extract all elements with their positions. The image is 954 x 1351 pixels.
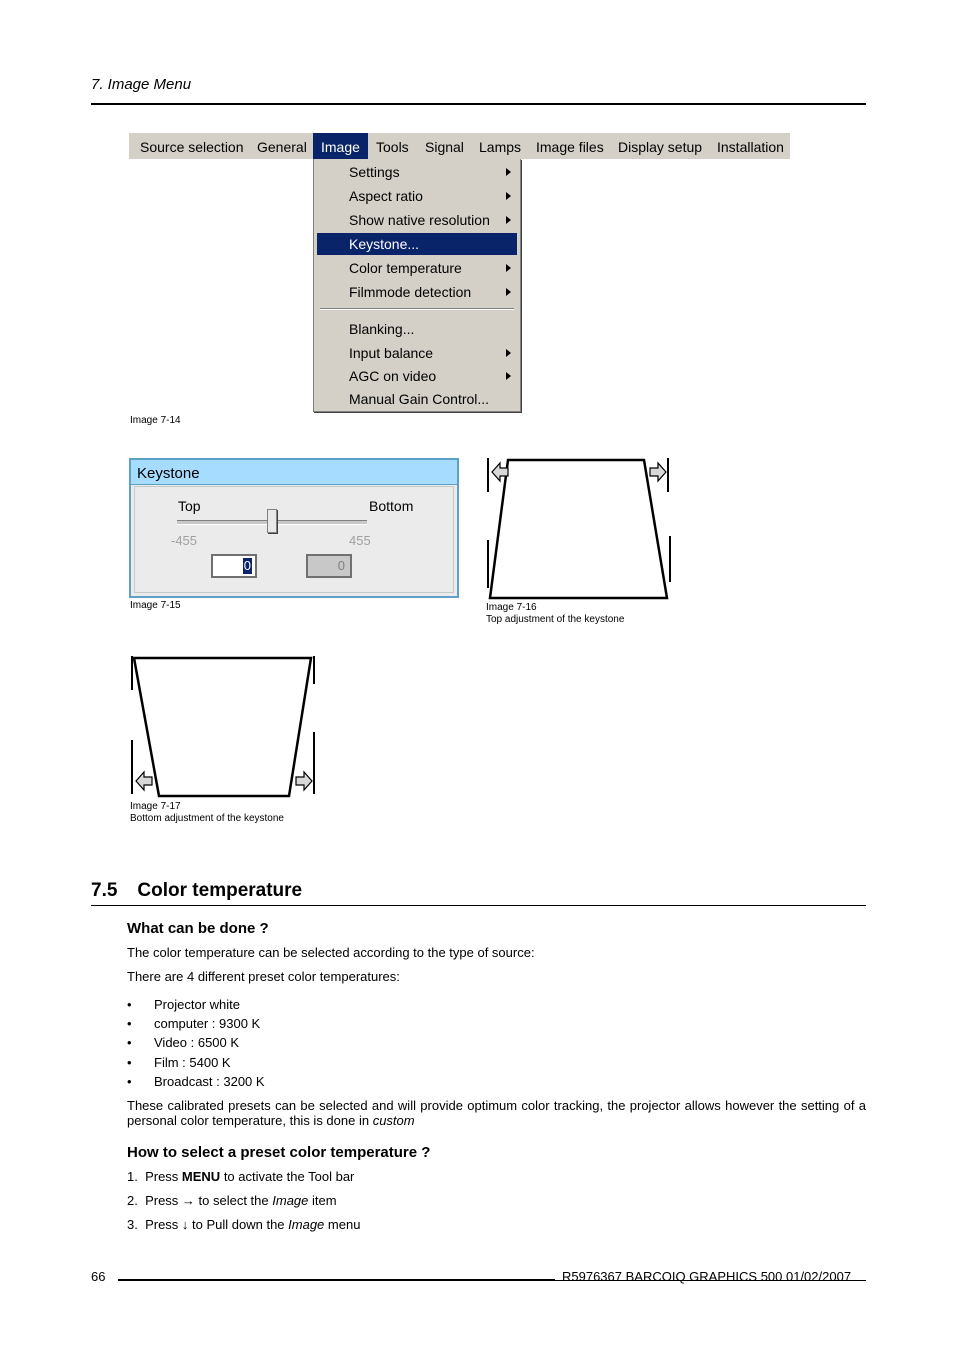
caption-text: Top adjustment of the keystone [486,614,625,625]
submenu-arrow-icon [506,192,511,200]
keystone-bottom-trapezoid [134,658,311,796]
submenu-arrow-icon [506,168,511,176]
subheading-how-to-select: How to select a preset color temperature ? [127,1144,431,1161]
subheading-what-can-be-done: What can be done ? [127,920,269,937]
arrow-left-icon [136,772,152,790]
menu-tools[interactable]: Tools [376,139,409,155]
dropdown-item-label: Show native resolution [349,212,490,228]
menu-display-setup[interactable]: Display setup [618,139,703,155]
arrow-right-icon [650,463,666,481]
caption-number: Image 7-17 [130,801,181,812]
dropdown-item-aspect-ratio[interactable] [317,185,517,207]
footer-doc-info: R5976367 BARCOIQ GRAPHICS 500 01/02/2007 [562,1269,852,1284]
section-number: 7.5 [91,880,118,901]
slider-max-value: 455 [349,533,371,548]
paragraph: There are 4 different preset color temperatures: [127,969,400,984]
running-header: 7. Image Menu [91,76,192,93]
image-dropdown-menu [313,159,521,412]
dropdown-item-blanking[interactable] [317,318,517,340]
dropdown-item-label: Input balance [349,345,434,361]
keystone-value-readonly [306,554,352,578]
submenu-arrow-icon [506,216,511,224]
submenu-arrow-icon [506,349,511,357]
caption-image-7-14: Image 7-14 [130,415,181,426]
page-number: 66 [91,1269,106,1284]
arrow-right-icon [296,772,312,790]
menu-separator [320,308,514,310]
caption-text: Bottom adjustment of the keystone [130,813,284,824]
caption-image-7-15: Image 7-15 [130,600,181,611]
dropdown-item-label: Keystone... [349,236,420,252]
submenu-arrow-icon [506,288,511,296]
dropdown-item-show-native-resolution[interactable] [317,209,517,231]
header-rule [91,103,866,105]
dropdown-item-label: Filmmode detection [349,284,472,300]
paragraph: The color temperature can be selected according to the type of source: [127,945,535,960]
menu-signal[interactable]: Signal [425,139,464,155]
menu-bar [129,133,790,159]
submenu-arrow-icon [506,372,511,380]
menu-image[interactable]: Image [313,133,368,159]
submenu-arrow-icon [506,264,511,272]
keystone-value-text: 0 [243,558,251,573]
step-item: 1. Press MENU to activate the Tool bar [127,1169,355,1184]
keystone-dialog-body [134,486,454,593]
keystone-top-diagram [486,456,672,602]
keystone-dialog-title: Keystone [131,460,457,485]
menu-source-selection[interactable]: Source selection [140,139,244,155]
menu-lamps[interactable]: Lamps [479,139,522,155]
keystone-top-trapezoid [490,460,667,598]
dropdown-item-label: Aspect ratio [349,188,423,204]
menu-image-files[interactable]: Image files [536,139,604,155]
keystone-dialog [129,458,459,598]
menu-general[interactable]: General [257,139,307,155]
slider-min-value: -455 [171,533,198,548]
caption-image-7-17 [130,801,284,825]
dropdown-item-label: Manual Gain Control... [349,391,490,407]
keystone-value2-text: 0 [337,558,345,573]
section-heading [91,880,302,902]
keystone-slider-thumb[interactable] [267,509,277,533]
section-rule [91,905,866,906]
dropdown-item-label: Settings [349,164,400,180]
slider-label-top: Top [178,498,201,514]
dropdown-item-keystone[interactable] [317,233,517,255]
dropdown-item-color-temperature[interactable] [317,257,517,279]
dropdown-item-label: Blanking... [349,321,415,337]
paragraph-line: These calibrated presets can be selected and will provide optimum color tracking, the projector allows however the setting of a [127,1098,866,1113]
dropdown-item-filmmode-detection[interactable] [317,281,517,303]
keystone-value-input[interactable] [211,554,257,578]
dropdown-item-label: Color temperature [349,260,462,276]
caption-number: Image 7-16 [486,602,537,613]
step-item: 3. Press ↓ to Pull down the Image menu [127,1217,361,1232]
keystone-bottom-diagram [130,654,316,800]
dropdown-item-label: AGC on video [349,368,437,384]
dropdown-item-agc-on-video[interactable] [317,365,517,387]
caption-image-7-16 [486,602,624,626]
dropdown-item-manual-gain-control[interactable] [317,388,517,410]
dropdown-item-settings[interactable] [317,161,517,183]
step-item: 2. Press → to select the Image item [127,1193,337,1208]
dropdown-item-input-balance[interactable] [317,342,517,364]
section-title: Color temperature [137,880,303,901]
menu-installation[interactable]: Installation [717,139,784,155]
slider-label-bottom: Bottom [369,498,414,514]
footer-rule [118,1279,555,1281]
paragraph-line: personal color temperature, this is done in custom [127,1113,415,1128]
